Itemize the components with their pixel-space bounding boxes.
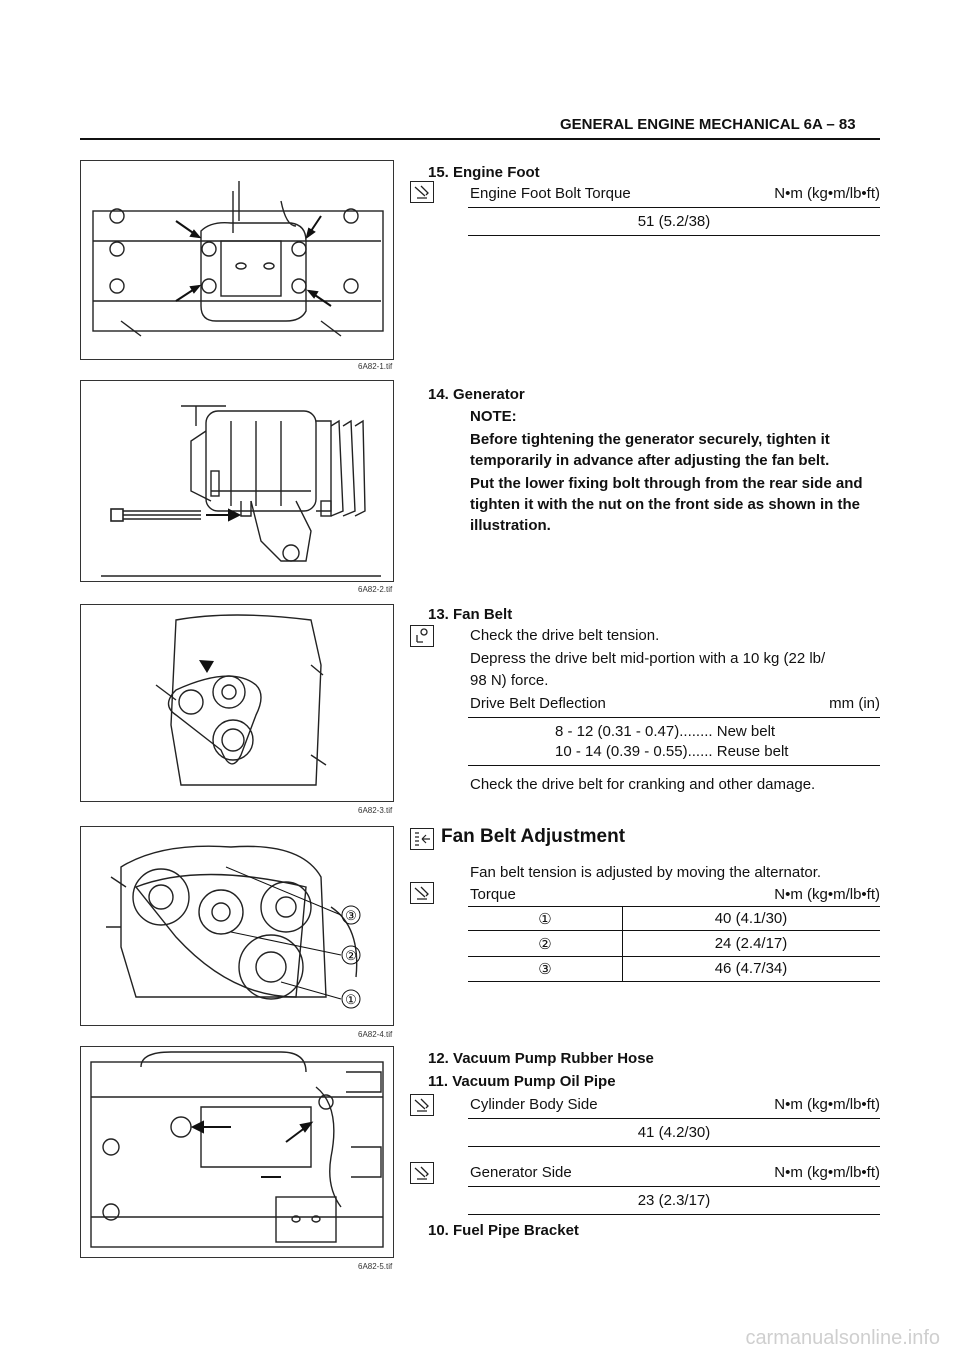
figure-caption: 6A82-4.tif [358,1030,393,1039]
engine-foot-illustration [81,161,393,359]
torque-unit: N•m (kg•m/lb•ft) [774,886,880,903]
section-15-heading: 15. Engine Foot [428,164,540,181]
note-text: Before tightening the generator securely, tighten it [470,431,830,448]
section-11-heading: 11. Vacuum Pump Oil Pipe [428,1073,616,1090]
callout-label: ② [345,948,357,963]
deflection-unit: mm (in) [829,695,880,712]
table-rule [468,956,880,957]
fan-belt-adjustment-text: Fan belt tension is adjusted by moving the alternator. [470,864,822,881]
fan-belt-adjustment-illustration [81,827,393,1025]
fan-belt-text: Check the drive belt for cranking and other damage. [470,776,816,793]
torque-wrench-icon [410,1094,434,1116]
note-text: Put the lower fixing bolt through from the rear side and [470,475,863,492]
section-10-heading: 10. Fuel Pipe Bracket [428,1222,579,1239]
torque-row-key: ② [538,936,552,953]
figure-engine-foot [80,160,394,360]
table-rule [468,930,880,931]
drive-belt-deflection-label: Drive Belt Deflection [470,695,606,712]
inspect-gauge-icon [410,625,434,647]
note-label: NOTE: [470,408,517,425]
section-13-heading: 13. Fan Belt [428,606,513,623]
torque-wrench-icon [410,181,434,203]
torque-row-key: ③ [538,961,552,978]
torque-row-value: 40 (4.1/30) [714,910,788,927]
torque-wrench-icon [410,882,434,904]
table-rule [468,981,880,982]
fan-belt-text: 98 N) force. [470,672,549,689]
deflection-value-new: 8 - 12 (0.31 - 0.47)........ New belt [555,723,776,740]
callout-label: ① [345,992,357,1007]
torque-row-value: 24 (2.4/17) [714,935,788,952]
torque-row-value: 46 (4.7/34) [714,960,788,977]
figure-generator [80,380,394,582]
figure-caption: 6A82-5.tif [358,1262,393,1271]
vacuum-pump-illustration [81,1047,393,1257]
generator-side-value: 23 (2.3/17) [637,1192,711,1209]
note-text: temporarily in advance after adjusting the fan belt. [470,452,830,469]
torque-row-key: ① [538,911,552,928]
table-rule [468,207,880,208]
fan-belt-text: Depress the drive belt mid-portion with a 10 kg (22 lb/ [470,650,826,667]
torque-label: Torque [470,886,516,903]
figure-fan-belt [80,604,394,802]
fan-belt-text: Check the drive belt tension. [470,627,660,644]
page-header: GENERAL ENGINE MECHANICAL 6A – 83 [560,116,856,133]
generator-illustration [81,381,393,581]
table-rule [468,1214,880,1215]
section-14-heading: 14. Generator [428,386,525,403]
cylinder-body-side-label: Cylinder Body Side [470,1096,598,1113]
torque-wrench-icon [410,1162,434,1184]
torque-unit: N•m (kg•m/lb•ft) [774,1096,880,1113]
callout-label: ③ [345,908,357,923]
section-12-heading: 12. Vacuum Pump Rubber Hose [428,1050,654,1067]
generator-side-label: Generator Side [470,1164,572,1181]
engine-foot-torque-value: 51 (5.2/38) [637,213,711,230]
note-text: illustration. [470,517,551,534]
figure-caption: 6A82-3.tif [358,806,393,815]
table-rule [468,1146,880,1147]
fan-belt-illustration [81,605,393,801]
table-rule [468,1186,880,1187]
figure-fan-belt-adjustment [80,826,394,1026]
torque-unit: N•m (kg•m/lb•ft) [774,185,880,202]
fan-belt-adjustment-title: Fan Belt Adjustment [441,826,626,847]
table-rule [468,906,880,907]
table-column-divider [622,906,623,981]
figure-vacuum-pump [80,1046,394,1258]
table-rule [468,765,880,766]
engine-foot-torque-label: Engine Foot Bolt Torque [470,185,631,202]
table-rule [468,717,880,718]
deflection-value-reuse: 10 - 14 (0.39 - 0.55)...... Reuse belt [555,743,789,760]
figure-caption: 6A82-2.tif [358,585,393,594]
table-rule [468,235,880,236]
header-rule [80,138,880,140]
cylinder-body-side-value: 41 (4.2/30) [637,1124,711,1141]
watermark: carmanualsonline.info [745,1327,940,1349]
table-rule [468,1118,880,1119]
torque-unit: N•m (kg•m/lb•ft) [774,1164,880,1181]
note-text: tighten it with the nut on the front side as shown in the [470,496,860,513]
figure-caption: 6A82-1.tif [358,362,393,371]
adjust-icon [410,828,434,850]
